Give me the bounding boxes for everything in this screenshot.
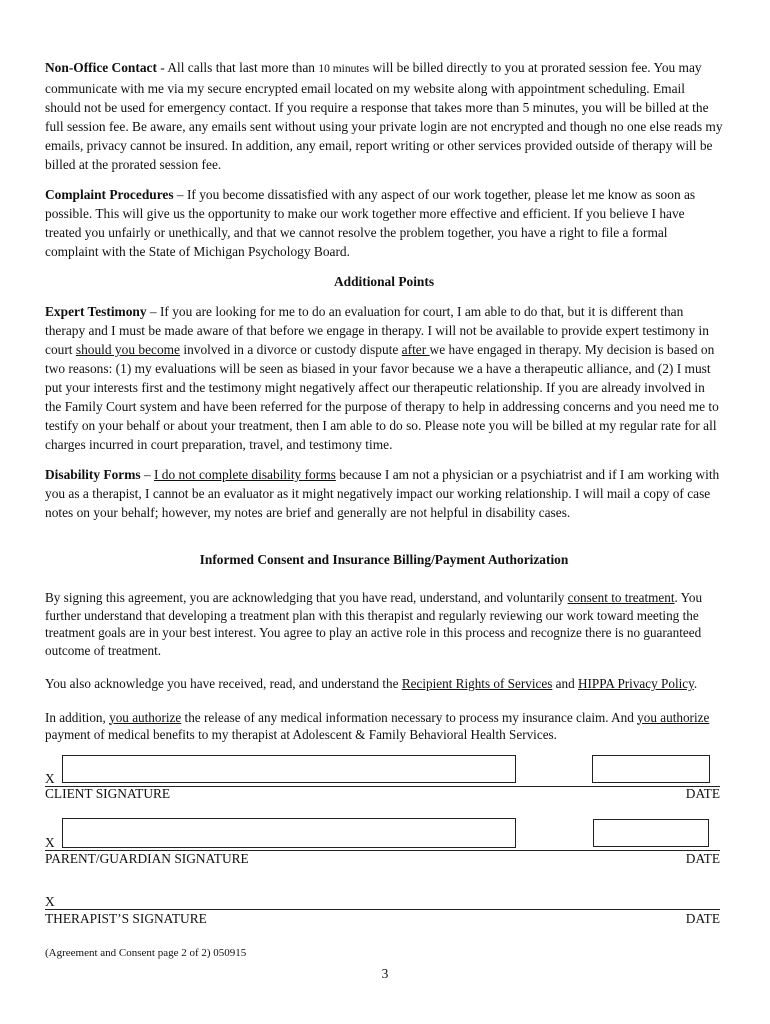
text: we have engaged in therapy. My decision is based on two reasons: (1) my evaluations will be seen as biased in your favor because we a have a therapeutic alliance, and (2) I must put your interests first and the testimony might negatively affect our therapeutic relationship. If you are already involved in the Family Court system and have been referred for the purpose of therapy to help in addressing concerns and you need me to testify on your behalf or about your treatment, then I am able to do so. Please note you will be billed at my regular rate for all charges incurred in court preparation, travel, and testimony time. bbox=[45, 342, 719, 452]
disability-paragraph bbox=[45, 465, 723, 522]
acknowledge-paragraph bbox=[45, 675, 723, 693]
consent-heading: Informed Consent and Insurance Billing/Payment Authorization bbox=[199, 552, 569, 567]
disability-heading: Disability Forms bbox=[45, 467, 141, 482]
complaint-heading: Complaint Procedures bbox=[45, 187, 174, 202]
text: the release of any medical information necessary to process my insurance claim. And bbox=[181, 709, 638, 725]
text: because I am not a physician or a psychiatrist and if I am working with you as a therapist, I cannot be an evaluator as it might negatively impact our working relationship. I will mail a copy of case notes on your behalf; however, my notes are brief and generally are not helpful in disability cases. bbox=[45, 467, 720, 520]
text: and bbox=[552, 676, 578, 691]
recipient-rights-link: Recipient Rights of Services bbox=[401, 676, 553, 691]
text: - All calls that last more than bbox=[156, 60, 319, 75]
text: . bbox=[693, 676, 698, 691]
underlined-text: consent to treatment bbox=[567, 590, 675, 605]
parent-date-label: DATE bbox=[685, 851, 720, 866]
text: – bbox=[140, 467, 154, 482]
parent-x-mark: X bbox=[45, 835, 55, 850]
text: payment of medical benefits to my therapist at Adolescent & Family Behavioral Health Services. bbox=[45, 727, 557, 742]
client-x-mark: X bbox=[45, 771, 55, 786]
non-office-contact-paragraph bbox=[45, 58, 723, 174]
hippa-policy-link: HIPPA Privacy Policy bbox=[577, 676, 694, 691]
text: 10 minutes bbox=[318, 63, 370, 75]
therapist-date-label: DATE bbox=[685, 911, 720, 926]
underlined-text: after bbox=[401, 342, 430, 357]
expert-testimony-paragraph bbox=[45, 302, 723, 454]
text: By signing this agreement, you are acknowledging that you have read, understand, and voluntarily bbox=[45, 590, 568, 605]
document-body bbox=[45, 58, 723, 744]
parent-signature-row bbox=[45, 818, 720, 870]
client-signature-label: CLIENT SIGNATURE bbox=[45, 786, 171, 801]
underlined-text: I do not complete disability forms bbox=[153, 467, 336, 482]
text: involved in a divorce or custody dispute bbox=[180, 342, 402, 357]
text: In addition, bbox=[45, 709, 110, 725]
additional-points-heading: Additional Points bbox=[333, 274, 435, 289]
complaint-paragraph bbox=[45, 185, 723, 261]
authorize-paragraph bbox=[45, 709, 723, 744]
text: You also acknowledge you have received, read, and understand the bbox=[45, 676, 402, 691]
page-footer: (Agreement and Consent page 2 of 2) 050915 bbox=[45, 947, 247, 959]
underlined-text: you authorize bbox=[637, 709, 710, 725]
text: will be billed directly to you at prorated session fee. You may communicate with me via my secure encrypted email located on my website along with appointment scheduling. Email should not be used for emergency contact. If you require a response that takes more than 5 minutes, you will be billed at the full session fee. Be aware, any emails sent without using your private login are not encrypted and though no one else reads my emails, privacy cannot be insured. In addition, any email, report writing or other services provided outside of therapy will be billed at the prorated session fee. bbox=[45, 60, 723, 172]
consent-paragraph bbox=[45, 589, 723, 659]
therapist-signature-line[interactable] bbox=[45, 909, 720, 910]
parent-signature-field[interactable] bbox=[62, 818, 516, 848]
underlined-text: you authorize bbox=[109, 709, 182, 725]
client-signature-row bbox=[45, 755, 720, 803]
client-date-label: DATE bbox=[685, 786, 720, 801]
text: . You further understand that developing a treatment plan with this therapist and regularly reviewing our work toward meeting the treatment goals are in your best interest. You agree to play an active role in this process and recognize there is no guaranteed outcome of treatment. bbox=[45, 590, 703, 658]
therapist-x-mark: X bbox=[45, 894, 55, 909]
client-signature-field[interactable] bbox=[62, 755, 516, 783]
underlined-text: should you become bbox=[75, 342, 181, 357]
therapist-signature-row bbox=[45, 893, 720, 933]
parent-date-field[interactable] bbox=[593, 819, 709, 847]
page-number: 3 bbox=[381, 966, 389, 981]
text: – If you are looking for me to do an evaluation for court, I am able to do that, but it is different than therapy and I must be made aware of that before we engage in therapy. I will not be available to provide expert testimony in court bbox=[45, 304, 709, 357]
text: – If you become dissatisfied with any aspect of our work together, please let me know as soon as possible. This will give us the opportunity to make our work together more effective and efficient. If you believe I have treated you unfairly or unethically, and that we cannot resolve the problem together, you have a right to file a formal complaint with the State of Michigan Psychology Board. bbox=[45, 187, 696, 259]
therapist-signature-label: THERAPIST’S SIGNATURE bbox=[45, 911, 207, 926]
parent-signature-label: PARENT/GUARDIAN SIGNATURE bbox=[45, 851, 249, 866]
client-date-field[interactable] bbox=[592, 755, 710, 783]
expert-heading: Expert Testimony bbox=[45, 304, 147, 319]
non-office-heading: Non-Office Contact bbox=[45, 60, 157, 75]
